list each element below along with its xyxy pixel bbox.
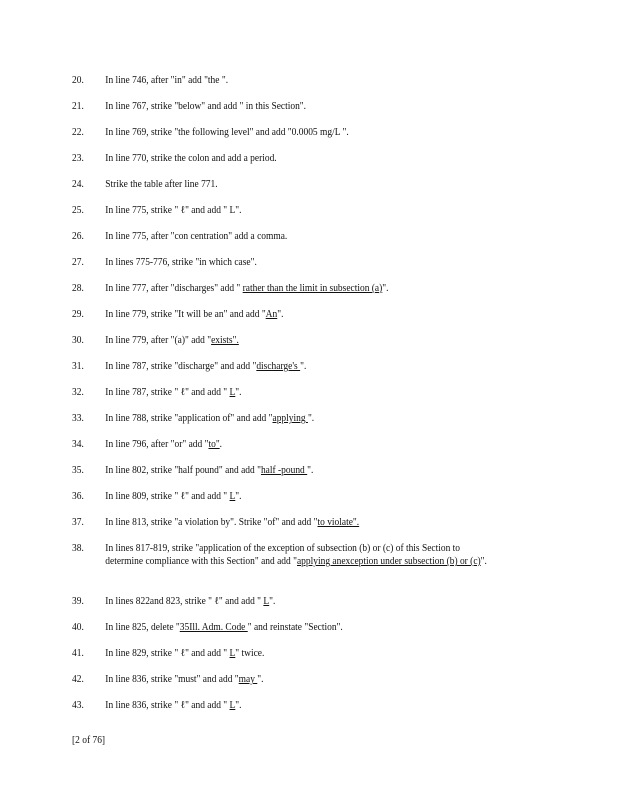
item-text <box>105 231 287 242</box>
instruction-text: ". <box>300 361 307 372</box>
amendment-item <box>72 542 495 568</box>
inserted-text: An <box>265 309 278 320</box>
item-number: 38. <box>72 543 84 554</box>
item-number: 34. <box>72 439 84 450</box>
item-text <box>105 517 359 528</box>
item-number: 39. <box>72 596 84 607</box>
instruction-text: ". <box>307 465 314 476</box>
instruction-text: In line 779, strike "It will be an" and add " <box>105 309 266 320</box>
item-number: 30. <box>72 335 84 346</box>
item-number: 37. <box>72 517 84 528</box>
item-text <box>105 700 241 711</box>
item-number: 27. <box>72 257 84 268</box>
amendment-item <box>72 673 504 686</box>
inserted-text: L <box>229 491 236 502</box>
inserted-text: may <box>238 674 258 685</box>
item-text <box>105 205 241 216</box>
instruction-text: In line 775, strike " ℓ" and add " L". <box>105 205 242 216</box>
item-number: 32. <box>72 387 84 398</box>
item-number: 31. <box>72 361 84 372</box>
instruction-text: ". <box>269 596 276 607</box>
item-number: 41. <box>72 648 84 659</box>
item-number: 25. <box>72 205 84 216</box>
amendment-item <box>72 256 504 269</box>
instruction-text: In line 787, strike "discharge" and add " <box>105 361 257 372</box>
page-number: [2 of 76] <box>72 735 106 746</box>
item-number: 40. <box>72 622 84 633</box>
amendment-item <box>72 178 504 191</box>
instruction-text: In line 746, after "in" add "the <box>105 75 222 86</box>
amendment-item <box>72 100 504 113</box>
item-number: 43. <box>72 700 84 711</box>
inserted-text: applying anexception under subsection (b) or (c) <box>296 556 481 567</box>
instruction-text: In line 767, strike "below" and add " in this Section". <box>105 101 307 112</box>
instruction-text: In line 796, after "or" add " <box>105 439 209 450</box>
amendment-item <box>72 699 504 712</box>
amendment-item <box>72 595 504 608</box>
item-number: 28. <box>72 283 84 294</box>
amendment-item <box>72 412 504 425</box>
amendment-item <box>72 621 504 634</box>
item-number: 20. <box>72 75 84 86</box>
amendment-item <box>72 282 504 295</box>
amendment-item <box>72 516 504 529</box>
instruction-text: In line 769, strike "the following level" and add "0.0005 mg/L ". <box>105 127 349 138</box>
instruction-text: ". <box>221 75 229 86</box>
amendment-item <box>72 334 504 347</box>
instruction-text: ". <box>382 283 389 294</box>
item-text <box>105 439 222 450</box>
instruction-text: In line 836, strike " ℓ" and add " <box>105 700 230 711</box>
item-text <box>105 465 313 476</box>
item-text <box>105 542 495 568</box>
item-text <box>105 596 275 607</box>
amendment-item <box>72 438 504 451</box>
instruction-text: In line 813, strike "a violation by". Strike "of" and add " <box>105 517 318 528</box>
item-text <box>105 153 276 164</box>
amendment-item <box>72 490 504 503</box>
item-text <box>105 622 342 633</box>
item-number: 35. <box>72 465 84 476</box>
item-text <box>105 179 217 190</box>
amendment-item <box>72 360 504 373</box>
instruction-text: In line 775, after "con centration" add a comma. <box>105 231 288 242</box>
instruction-text: . <box>219 439 223 450</box>
amendment-item <box>72 152 504 165</box>
instruction-text: In line 787, strike " ℓ" and add " <box>105 387 230 398</box>
inserted-text: L <box>263 596 270 607</box>
instruction-text: " twice. <box>235 648 265 659</box>
inserted-text: rather than the limit in subsection (a) <box>242 283 383 294</box>
instruction-text: In line 829, strike " ℓ" and add " <box>105 648 230 659</box>
inserted-text: applying <box>272 413 308 424</box>
amendment-item <box>72 230 504 243</box>
item-number: 42. <box>72 674 84 685</box>
item-text <box>105 101 306 112</box>
inserted-text: discharge's <box>256 361 301 372</box>
instruction-text: ". <box>235 700 242 711</box>
item-text <box>105 283 388 294</box>
inserted-text: exists". <box>211 335 239 346</box>
instruction-text: ". <box>235 491 242 502</box>
item-text <box>105 127 348 138</box>
item-number: 21. <box>72 101 84 112</box>
amendment-item <box>72 386 504 399</box>
instruction-text: In line 779, after "(a)" add " <box>105 335 212 346</box>
instruction-text: ". <box>307 413 315 424</box>
instruction-text: In line 836, strike "must" and add " <box>105 674 239 685</box>
inserted-text: to" <box>208 439 220 450</box>
instruction-text: In line 802, strike "half pound" and add " <box>105 465 261 476</box>
amendment-item <box>72 647 504 660</box>
instruction-text: In lines 775-776, strike "in which case". <box>105 257 257 268</box>
instruction-text: In lines 817-819, strike "application of the exception of subsection (b) or (c) of this Section to determine compliance with this Section" and add " <box>105 543 461 567</box>
item-text <box>105 491 241 502</box>
item-text <box>105 257 257 268</box>
item-text <box>105 648 264 659</box>
instruction-text: In line 777, after "discharges" add " <box>105 283 243 294</box>
instruction-text: In line 770, strike the colon and add a period. <box>105 153 277 164</box>
inserted-text: L <box>229 648 236 659</box>
instruction-text: In lines 822and 823, strike " ℓ" and add " <box>105 596 264 607</box>
amendment-item <box>72 204 504 217</box>
item-number: 36. <box>72 491 84 502</box>
amendment-item <box>72 308 504 321</box>
item-number: 29. <box>72 309 84 320</box>
item-number: 23. <box>72 153 84 164</box>
instruction-text: ". <box>257 674 264 685</box>
item-number: 26. <box>72 231 84 242</box>
item-text <box>105 309 283 320</box>
item-text <box>105 335 239 346</box>
item-text <box>105 413 314 424</box>
instruction-text: Strike the table after line 771. <box>105 179 218 190</box>
item-number: 24. <box>72 179 84 190</box>
instruction-text: ". <box>235 387 242 398</box>
inserted-text: L <box>229 700 236 711</box>
instruction-text: " and reinstate "Section". <box>247 622 343 633</box>
inserted-text: L <box>229 387 236 398</box>
instruction-text: In line 825, delete " <box>105 622 180 633</box>
instruction-text: In line 788, strike "application of" and add " <box>105 413 273 424</box>
inserted-text: 35Ill. Adm. Code <box>179 622 248 633</box>
item-text <box>105 674 263 685</box>
item-number: 22. <box>72 127 84 138</box>
item-text <box>105 361 306 372</box>
inserted-text: half -pound <box>260 465 308 476</box>
amendment-item <box>72 464 504 477</box>
amendment-item <box>72 126 504 139</box>
amendment-item <box>72 74 504 87</box>
instruction-text: In line 809, strike " ℓ" and add " <box>105 491 230 502</box>
item-number: 33. <box>72 413 84 424</box>
instruction-text: ". <box>480 556 487 567</box>
item-text <box>105 387 241 398</box>
item-text <box>105 75 228 86</box>
inserted-text: to violate". <box>317 517 360 528</box>
instruction-text: ". <box>277 309 284 320</box>
